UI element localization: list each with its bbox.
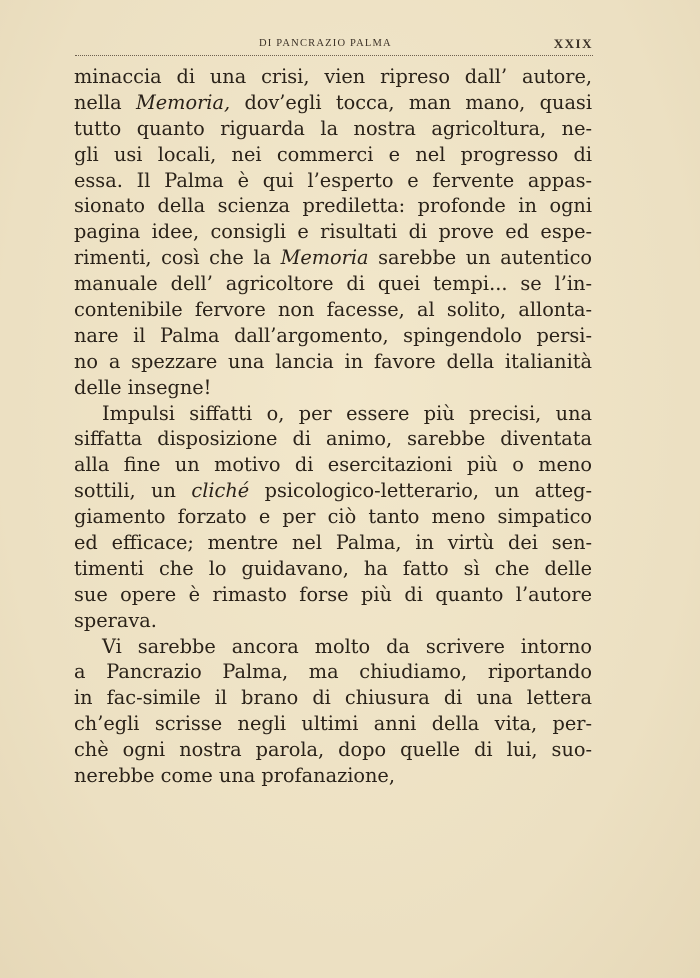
text-line bbox=[74, 323, 592, 349]
text-run: alla fine un motivo di esercitazioni più o meno bbox=[74, 453, 592, 477]
text-line bbox=[74, 659, 592, 685]
page-header bbox=[75, 33, 593, 53]
header-rule bbox=[75, 55, 593, 56]
text-run: sarebbe un autentico bbox=[368, 246, 593, 270]
text-run: siffatta disposizione di animo, sarebbe diventata bbox=[74, 427, 592, 451]
text-run: essa. Il Palma è qui l’esperto e fervente appas- bbox=[74, 168, 592, 192]
text-run: contenibile fervore non facesse, al solito, allonta- bbox=[74, 298, 592, 322]
running-title: DI PANCRAZIO PALMA bbox=[259, 38, 392, 49]
text-run: nare il Palma dall’argomento, spingendolo persi- bbox=[74, 323, 592, 347]
text-line bbox=[74, 271, 592, 297]
text-run: a Pancrazio Palma, ma chiudiamo, riportando bbox=[74, 660, 592, 684]
text-line bbox=[74, 556, 592, 582]
text-run: timenti che lo guidavano, ha fatto sì che delle bbox=[74, 556, 592, 580]
text-run: manuale dell’ agricoltore di quei tempi... se l’in- bbox=[74, 272, 592, 296]
text-run: sue opere è rimasto forse più di quanto l’autore bbox=[74, 582, 592, 606]
text-run: Vi sarebbe ancora molto da scrivere intorno bbox=[102, 634, 592, 658]
text-line bbox=[74, 401, 592, 427]
text-line bbox=[74, 245, 592, 271]
text-line bbox=[74, 426, 592, 452]
text-line bbox=[74, 219, 592, 245]
text-run: giamento forzato e per ciò tanto meno simpatico bbox=[74, 505, 592, 529]
text-line bbox=[74, 504, 592, 530]
italic-text: Memoria, bbox=[136, 90, 231, 114]
paragraph bbox=[74, 64, 592, 401]
text-line bbox=[74, 375, 592, 401]
text-line bbox=[74, 530, 592, 556]
text-run: sottili, un bbox=[74, 479, 192, 503]
text-line bbox=[74, 452, 592, 478]
text-run: gli usi locali, nei commerci e nel progresso di bbox=[74, 142, 592, 166]
text-run: nerebbe come una profanazione, bbox=[74, 764, 395, 788]
text-line bbox=[74, 193, 592, 219]
body-text bbox=[74, 64, 592, 789]
text-run: chè ogni nostra parola, dopo quelle di lui, suo- bbox=[74, 738, 592, 762]
text-run: Impulsi siffatti o, per essere più precisi, una bbox=[102, 401, 592, 425]
text-line bbox=[74, 711, 592, 737]
italic-text: Memoria bbox=[280, 246, 369, 270]
paragraph bbox=[74, 401, 592, 634]
text-line bbox=[74, 737, 592, 763]
page-number: XXIX bbox=[553, 36, 593, 51]
text-run: nella bbox=[74, 90, 137, 114]
text-run: pagina idee, consigli e risultati di prove ed espe- bbox=[74, 220, 592, 244]
text-line bbox=[74, 297, 592, 323]
text-line bbox=[74, 64, 592, 90]
text-line bbox=[74, 168, 592, 194]
italic-text: cliché bbox=[191, 479, 250, 503]
text-run: tutto quanto riguarda la nostra agricoltura, ne- bbox=[74, 116, 592, 140]
text-run: ed efficace; mentre nel Palma, in virtù dei sen- bbox=[74, 531, 592, 555]
text-line bbox=[74, 116, 592, 142]
paragraph bbox=[74, 634, 592, 789]
text-run: rimenti, così che la bbox=[74, 246, 281, 270]
text-line bbox=[74, 478, 592, 504]
text-line bbox=[74, 634, 592, 660]
text-line bbox=[74, 90, 592, 116]
text-run: no a spezzare una lancia in favore della italianità bbox=[74, 349, 592, 373]
text-line bbox=[74, 685, 592, 711]
text-run: sperava. bbox=[74, 608, 157, 632]
text-run: in fac-simile il brano di chiusura di una lettera bbox=[74, 686, 592, 710]
text-line bbox=[74, 608, 592, 634]
text-line bbox=[74, 763, 592, 789]
text-line bbox=[74, 349, 592, 375]
text-run: dov’egli tocca, man mano, quasi bbox=[230, 90, 592, 114]
text-run: psicologico-letterario, un atteg- bbox=[249, 479, 592, 503]
text-line bbox=[74, 582, 592, 608]
text-line bbox=[74, 142, 592, 168]
text-run: minaccia di una crisi, vien ripreso dall’ autore, bbox=[74, 65, 592, 88]
text-run: delle insegne! bbox=[74, 375, 212, 399]
text-run: ch’egli scrisse negli ultimi anni della vita, per- bbox=[74, 712, 592, 736]
text-run: sionato della scienza prediletta: profonde in ogni bbox=[74, 194, 592, 218]
